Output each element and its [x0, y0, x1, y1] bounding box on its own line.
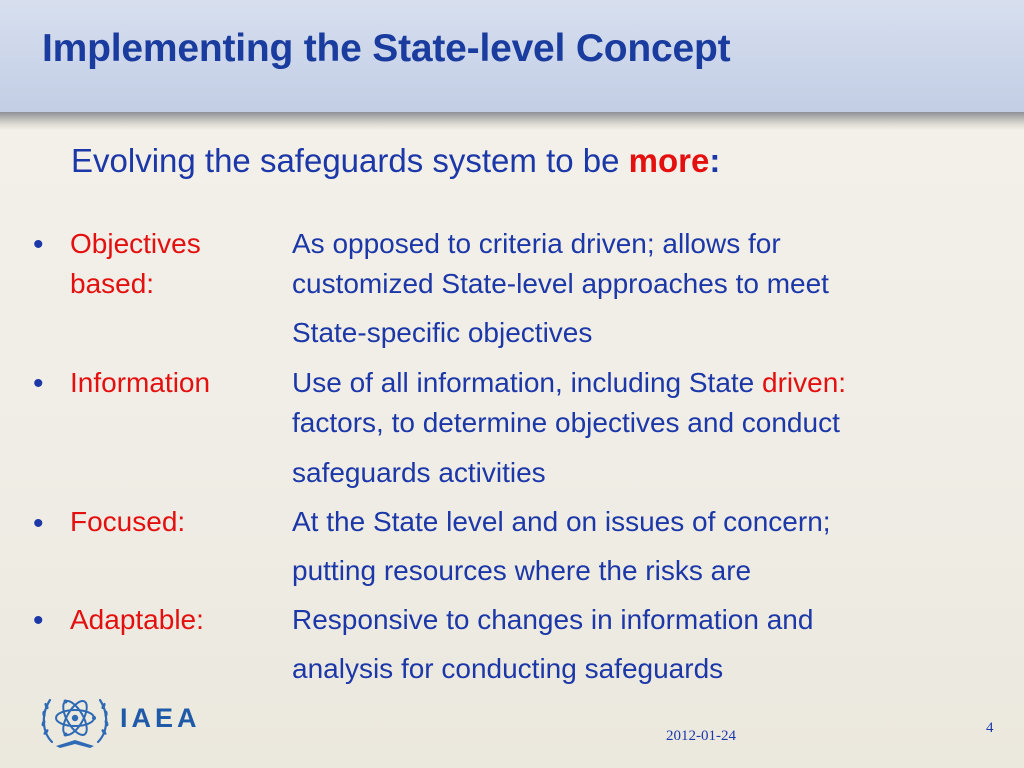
bullet-marker: •	[33, 604, 44, 637]
bullet-marker: •	[33, 507, 44, 540]
footer-date: 2012-01-24	[666, 728, 736, 744]
desc-objectives-line2: customized State-level approaches to meet	[292, 268, 829, 299]
desc-information-line3: safeguards activities	[292, 457, 546, 488]
subtitle-text: Evolving the safeguards system to be	[71, 142, 629, 179]
desc-adaptable-line2: analysis for conducting safeguards	[292, 653, 724, 684]
desc-focused-line1: At the State level and on issues of concern;	[292, 506, 831, 537]
iaea-logo-icon	[38, 684, 112, 754]
desc-information-line1	[292, 363, 846, 403]
title-band-shadow	[0, 112, 1024, 130]
iaea-logo-text: IAEA	[120, 703, 201, 733]
desc-information-red: driven:	[762, 367, 847, 398]
desc-objectives-line1: As opposed to criteria driven; allows for	[292, 228, 781, 259]
desc-information-prefix: Use of all information, including State	[292, 367, 763, 398]
term-objectives-line2: based:	[70, 268, 155, 299]
slide-subtitle	[71, 142, 720, 180]
term-adaptable: Adaptable:	[70, 604, 204, 635]
page-number: 4	[986, 720, 994, 736]
subtitle-emphasis: more	[628, 142, 710, 179]
term-information: Information	[70, 367, 211, 398]
desc-adaptable-line1: Responsive to changes in information and	[292, 604, 814, 635]
desc-objectives-line3: State-specific objectives	[292, 317, 593, 348]
desc-information-line2: factors, to determine objectives and conduct	[292, 407, 840, 438]
subtitle-colon: :	[709, 142, 721, 179]
term-objectives: Objectives	[70, 228, 201, 259]
bullet-marker: •	[33, 367, 44, 400]
desc-focused-line2: putting resources where the risks are	[292, 555, 752, 586]
bullet-marker: •	[33, 228, 44, 261]
slide-title: Implementing the State-level Concept	[42, 27, 731, 70]
term-focused: Focused:	[70, 506, 186, 537]
